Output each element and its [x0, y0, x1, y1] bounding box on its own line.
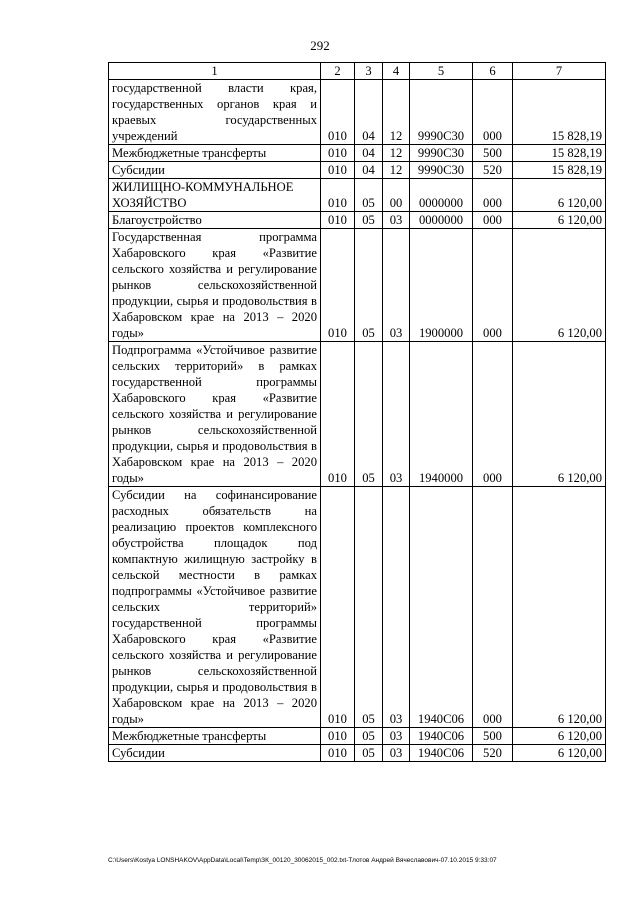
row-code-4: 03	[383, 342, 410, 487]
row-name: Субсидии	[109, 162, 321, 179]
row-code-4: 03	[383, 487, 410, 728]
row-code-2: 010	[321, 162, 355, 179]
header-col-6: 6	[473, 63, 513, 80]
row-code-5: 1940С06	[410, 745, 473, 762]
row-code-6: 000	[473, 342, 513, 487]
file-path-footer: C:\Users\Kostya LONSHAKOV\AppData\Local\Temp\ЗК_00120_30062015_002.txt-Тлотов Андрей Вячеславович-07.10.2015 9:33:07	[108, 857, 497, 864]
row-amount: 15 828,19	[513, 145, 606, 162]
row-name: ЖИЛИЩНО-КОММУНАЛЬНОЕ ХОЗЯЙСТВО	[109, 179, 321, 212]
row-code-2: 010	[321, 745, 355, 762]
header-col-1: 1	[109, 63, 321, 80]
row-code-4: 03	[383, 229, 410, 342]
table-row	[109, 487, 606, 728]
row-code-3: 05	[355, 745, 383, 762]
row-name: Межбюджетные трансферты	[109, 728, 321, 745]
row-amount: 6 120,00	[513, 342, 606, 487]
row-amount: 6 120,00	[513, 745, 606, 762]
row-code-2: 010	[321, 229, 355, 342]
row-code-6: 520	[473, 162, 513, 179]
row-code-5: 1900000	[410, 229, 473, 342]
row-code-6: 000	[473, 229, 513, 342]
table-row	[109, 179, 606, 212]
row-code-6: 500	[473, 145, 513, 162]
row-code-4: 03	[383, 745, 410, 762]
row-code-6: 500	[473, 728, 513, 745]
row-code-3: 04	[355, 162, 383, 179]
header-col-5: 5	[410, 63, 473, 80]
page-number: 292	[310, 38, 330, 53]
row-amount: 15 828,19	[513, 80, 606, 145]
row-code-2: 010	[321, 145, 355, 162]
header-col-7: 7	[513, 63, 606, 80]
row-code-4: 03	[383, 212, 410, 229]
row-name: Подпрограмма «Устойчивое развитие сельских территорий» в рамках государственной программы Хабаровского края «Развитие сельского хозяйства и регулирование рынков сельскохозяйственной продукции, сырья и продовольствия в Хабаровском крае на 2013 – 2020 годы»	[109, 342, 321, 487]
table-row	[109, 80, 606, 145]
row-code-3: 05	[355, 342, 383, 487]
row-code-6: 000	[473, 80, 513, 145]
row-amount: 6 120,00	[513, 487, 606, 728]
table-row	[109, 745, 606, 762]
table-row	[109, 162, 606, 179]
row-code-3: 05	[355, 229, 383, 342]
table-row	[109, 212, 606, 229]
row-code-2: 010	[321, 212, 355, 229]
table-row	[109, 145, 606, 162]
row-code-2: 010	[321, 342, 355, 487]
row-code-3: 04	[355, 80, 383, 145]
row-amount: 15 828,19	[513, 162, 606, 179]
row-code-2: 010	[321, 487, 355, 728]
row-code-6: 000	[473, 179, 513, 212]
row-code-2: 010	[321, 179, 355, 212]
budget-table	[108, 62, 606, 762]
row-code-2: 010	[321, 80, 355, 145]
row-name: Межбюджетные трансферты	[109, 145, 321, 162]
row-amount: 6 120,00	[513, 212, 606, 229]
table-row	[109, 229, 606, 342]
row-code-5: 1940С06	[410, 728, 473, 745]
header-row	[109, 63, 606, 80]
row-name: Благоустройство	[109, 212, 321, 229]
row-name: Субсидии на софинансирование расходных обязательств на реализацию проектов комплексного обустройства площадок под компактную жилищную застройку в сельской местности в рамках подпрограммы «Устойчивое развитие сельских территорий» государственной программы Хабаровского края «Развитие сельского хозяйства и регулирование рынков сельскохозяйственной продукции, сырья и продовольствия в Хабаровском крае на 2013 – 2020 годы»	[109, 487, 321, 728]
header-col-4: 4	[383, 63, 410, 80]
table-row	[109, 342, 606, 487]
header-col-2: 2	[321, 63, 355, 80]
row-code-3: 04	[355, 145, 383, 162]
row-code-3: 05	[355, 487, 383, 728]
table-row	[109, 728, 606, 745]
row-code-6: 520	[473, 745, 513, 762]
row-amount: 6 120,00	[513, 179, 606, 212]
row-name: государственной власти края, государственных органов края и краевых государственных учреждений	[109, 80, 321, 145]
row-code-4: 12	[383, 80, 410, 145]
row-code-6: 000	[473, 487, 513, 728]
row-code-5: 9990С30	[410, 80, 473, 145]
row-code-4: 03	[383, 728, 410, 745]
row-code-5: 9990С30	[410, 162, 473, 179]
row-code-3: 05	[355, 212, 383, 229]
row-code-5: 1940С06	[410, 487, 473, 728]
row-code-3: 05	[355, 179, 383, 212]
header-col-3: 3	[355, 63, 383, 80]
row-code-4: 12	[383, 162, 410, 179]
row-amount: 6 120,00	[513, 728, 606, 745]
row-code-3: 05	[355, 728, 383, 745]
row-code-4: 12	[383, 145, 410, 162]
row-code-6: 000	[473, 212, 513, 229]
row-amount: 6 120,00	[513, 229, 606, 342]
row-code-5: 0000000	[410, 179, 473, 212]
row-code-2: 010	[321, 728, 355, 745]
row-code-5: 9990С30	[410, 145, 473, 162]
row-name: Субсидии	[109, 745, 321, 762]
row-code-5: 0000000	[410, 212, 473, 229]
row-code-4: 00	[383, 179, 410, 212]
row-name: Государственная программа Хабаровского края «Развитие сельского хозяйства и регулирование рынков сельскохозяйственной продукции, сырья и продовольствия в Хабаровском крае на 2013 – 2020 годы»	[109, 229, 321, 342]
row-code-5: 1940000	[410, 342, 473, 487]
